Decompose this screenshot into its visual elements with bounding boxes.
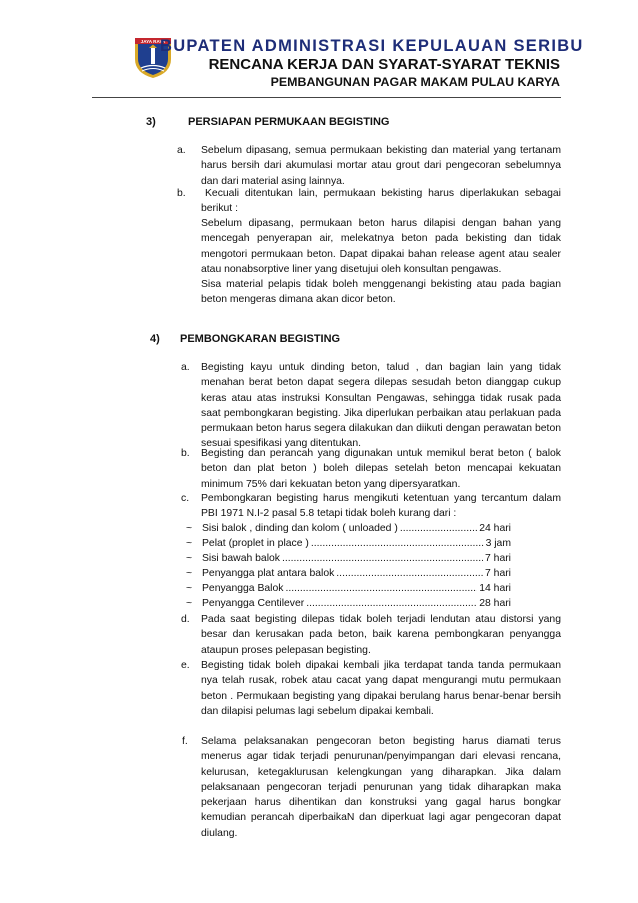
duration-label: Sisi bawah balok (202, 553, 280, 564)
header-divider (92, 97, 561, 98)
section-4-item-a-marker: a. (181, 362, 190, 373)
header-title-document: RENCANA KERJA DAN SYARAT-SYARAT TEKNIS (208, 56, 560, 73)
tilde-bullet-icon: ~ (186, 553, 193, 564)
duration-label: Penyangga Centilever (202, 598, 305, 609)
section-4-item-e-text: Begisting tidak boleh dipakai kembali jika terdapat tanda tanda permukaan nya telah rusak, robek atau cacat yang dapat mengurangi mutu permukaan beton . Permukaan begisting yang dipakai berulang harus benar-benar bersih dan dilapisi pelumas lagi sebelum dipakai kembali. (201, 660, 561, 717)
tilde-bullet-icon: ~ (186, 598, 193, 609)
duration-item (202, 566, 511, 581)
leader-dots (400, 521, 477, 536)
section-4-item-f-text: Selama pelaksanakan pengecoran beton begisting harus diamati terus menerus agar tidak terjadi penurunan/penyimpangan dari elevasi rencana, kelurusan, ketegaklurusan kelengkungan yang diharapkan. Jika dalam pelaksanaan pengecoran terjadi penurunan yang tidak diharapkan maka pekerjaan harus dihentikan dan konstruksi yang gagal harus bongkar kemudian perancah diperbaikaN dan diperkuat lagi agar pengecoran dapat diulang. (201, 736, 561, 839)
duration-item (202, 581, 511, 596)
section-4-item-c-text: Pembongkaran begisting harus mengikuti ketentuan yang tercantum dalam PBI 1971 N.I-2 pasal 5.8 tetapi tidak boleh kurang dari : (201, 493, 561, 520)
header-title-institution: BUPATEN ADMINISTRASI KEPULAUAN SERIBU (160, 37, 584, 55)
section-4-item-c-marker: c. (181, 493, 190, 504)
leader-dots (285, 581, 477, 596)
duration-value: 7 hari (485, 553, 511, 564)
tilde-bullet-icon: ~ (186, 523, 193, 534)
duration-item (202, 536, 511, 551)
leader-dots (311, 536, 484, 551)
section-4-item-b-text: Begisting dan perancah yang digunakan untuk memikul berat beton ( balok beton dan plat beton ) boleh dilepas setelah beton mencapai kekuatan minimum 75% dari kekuatan beton yang dipersyaratkan. (201, 448, 561, 490)
duration-value: 28 hari (479, 598, 511, 609)
section-4-title: PEMBONGKARAN BEGISTING (180, 333, 341, 345)
section-4-item-d-text: Pada saat begisting dilepas tidak boleh terjadi lendutan atau distorsi yang besar dan kerusakan pada beton, baik karena pembongkaran penyangga ataupun proses pelepasan begisting. (201, 614, 561, 656)
duration-label: Sisi balok , dinding dan kolom ( unloaded ) (202, 523, 398, 534)
duration-label: Pelat (proplet in place ) (202, 538, 309, 549)
tilde-bullet-icon: ~ (186, 583, 193, 594)
duration-label: Penyangga Balok (202, 583, 284, 594)
leader-dots (336, 566, 483, 581)
tilde-bullet-icon: ~ (186, 538, 193, 549)
svg-text:JAYA RAYA: JAYA RAYA (140, 39, 166, 45)
section-3-title: PERSIAPAN PERMUKAAN BEGISTING (188, 116, 390, 128)
section-4-number: 4) (150, 333, 160, 345)
duration-value: 24 hari (479, 523, 511, 534)
section-3-item-b-paragraph-1: Sebelum dipasang, permukaan beton harus dilapisi dengan bahan yang mencegah penyerapan air, melekatnya beton pada bekisting dan tidak mengotori permukaan beton. Dapat dipakai bahan release agent atau sealer atau nonabsorptive liner yang disetujui oleh konsultan pengawas. (201, 218, 561, 275)
duration-item (202, 551, 511, 566)
section-3-item-b-marker: b. (177, 188, 186, 199)
section-3-item-a-marker: a. (177, 145, 186, 156)
tilde-bullet-icon: ~ (186, 568, 193, 579)
section-3-number: 3) (146, 116, 156, 128)
section-4-item-b-marker: b. (181, 448, 190, 459)
duration-label: Penyangga plat antara balok (202, 568, 335, 579)
section-4-item-e-marker: e. (181, 660, 190, 671)
header-title-project: PEMBANGUNAN PAGAR MAKAM PULAU KARYA (270, 75, 560, 89)
section-4-item-f-marker: f. (182, 736, 188, 747)
leader-dots (306, 596, 477, 611)
section-4-item-d-marker: d. (181, 614, 190, 625)
duration-value: 7 hari (485, 568, 511, 579)
section-3-item-b-text: Kecuali ditentukan lain, permukaan bekisting harus diperlakukan sebagai berikut : (201, 188, 561, 215)
duration-item (202, 596, 511, 611)
duration-value: 14 hari (479, 583, 511, 594)
duration-value: 3 jam (485, 538, 511, 549)
section-4-item-a-text: Begisting kayu untuk dinding beton, talud , dan bagian lain yang tidak menahan berat beton dapat segera dilepas sesudah beton dianggap cukup keras atau atas instruksi Konsultan Pengawas, sehingga tidak rusak pada saat pembongkaran begisting. Jika diperlukan perbaikan atau perlakuan pada permukaan beton harus segera dilakukan dan diikuti dengan perawatan beton sesuai spesifikasi yang ditentukan. (201, 362, 561, 450)
section-3-item-a-text: Sebelum dipasang, semua permukaan bekisting dan material yang tertanam harus bersih dari akumulasi mortar atau grout dari pengecoran sebelumnya dan dari material asing lainnya. (201, 145, 561, 187)
section-3-item-b-paragraph-2: Sisa material pelapis tidak boleh menggenangi bekisting atau pada bagian beton mengeras dimana akan dicor beton. (201, 279, 561, 306)
duration-item (202, 521, 511, 536)
leader-dots (282, 551, 483, 566)
